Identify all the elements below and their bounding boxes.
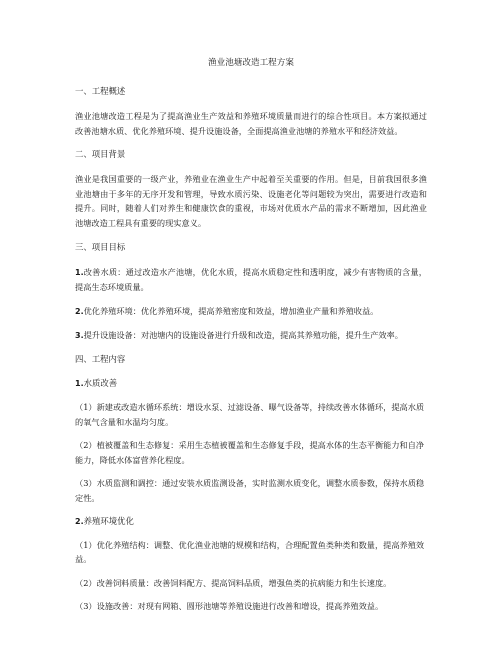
section-heading-content: 四、工程内容 <box>75 353 126 364</box>
goal-number: 1. <box>75 267 84 277</box>
goal-text: 提升设施设备：对池塘内的设施设备进行升级和改造，提高其养殖功能，提升生产效率。 <box>83 330 403 341</box>
content-item: （1）新建或改造水循环系统：增设水泵、过滤设备、曝气设备等，持续改善水体循环，提高水质的氧气含量和水温均匀度。 <box>75 401 425 427</box>
content-item: （2）改善饲料质量：改善饲料配方、提高饲料品质，增强鱼类的抗病能力和生长速度。 <box>75 577 392 588</box>
subsection-title-water-quality <box>75 377 427 390</box>
document-title: 渔业池塘改造工程方案 <box>208 58 294 68</box>
goal-text: 改善水质：通过改造水产池塘，优化水质，提高水质稳定性和透明度，减少有害物质的含量，提高生态环境质量。 <box>75 266 427 293</box>
section-heading-overview: 一、工程概述 <box>75 86 126 96</box>
subsection-number: 1. <box>75 378 84 388</box>
goal-number: 3. <box>75 331 84 341</box>
section-heading-goals: 三、项目目标 <box>75 241 126 252</box>
content-item: （3）水质监测和调控：通过安装水质监测设备，实时监测水质变化，调整水质参数，保持水质稳定性。 <box>75 478 425 503</box>
goal-item <box>75 265 427 295</box>
section-heading-background: 二、项目背景 <box>75 149 126 160</box>
content-item: （1）优化养殖结构：调整、优化渔业池塘的规模和结构，合理配置鱼类种类和数量，提高养殖效益。 <box>75 539 425 565</box>
goal-number: 2. <box>75 306 84 316</box>
goal-item <box>75 304 427 320</box>
goal-text: 优化养殖环境：优化养殖环境，提高养殖密度和效益，增加渔业产量和养殖收益。 <box>83 305 379 316</box>
subsection-title: 水质改善 <box>83 377 118 388</box>
content-item: （3）设施改善：对现有网箱、圆形池塘等养殖设施进行改善和增设，提高养殖效益。 <box>75 601 384 612</box>
background-paragraph: 渔业是我国重要的一级产业，养殖业在渔业生产中起着至关重要的作用。但是，目前我国很多渔业池塘由于多年的无序开发和管理，导致水质污染、设施老化等问题较为突出，需要进行改造和提升。同时，随着人们对养生和健康饮食的重视，市场对优质水产品的需求不断增加，因此渔业池塘改造工程具有重要的现实意义。 <box>75 174 427 228</box>
overview-paragraph: 渔业池塘改造工程是为了提高渔业生产效益和养殖环境质量而进行的综合性项目。本方案拟通过改善池塘水质、优化养殖环境、提升设施设备，全面提高渔业池塘的养殖水平和经济效益。 <box>75 111 427 136</box>
goal-item <box>75 328 427 344</box>
subsection-title: 养殖环境优化 <box>83 515 134 526</box>
subsection-title-environment <box>75 515 427 528</box>
content-item: （2）植被覆盖和生态修复：采用生态植被覆盖和生态修复手段，提高水体的生态平衡能力和自净能力，降低水体富营养化程度。 <box>75 440 425 465</box>
subsection-number: 2. <box>75 516 84 526</box>
